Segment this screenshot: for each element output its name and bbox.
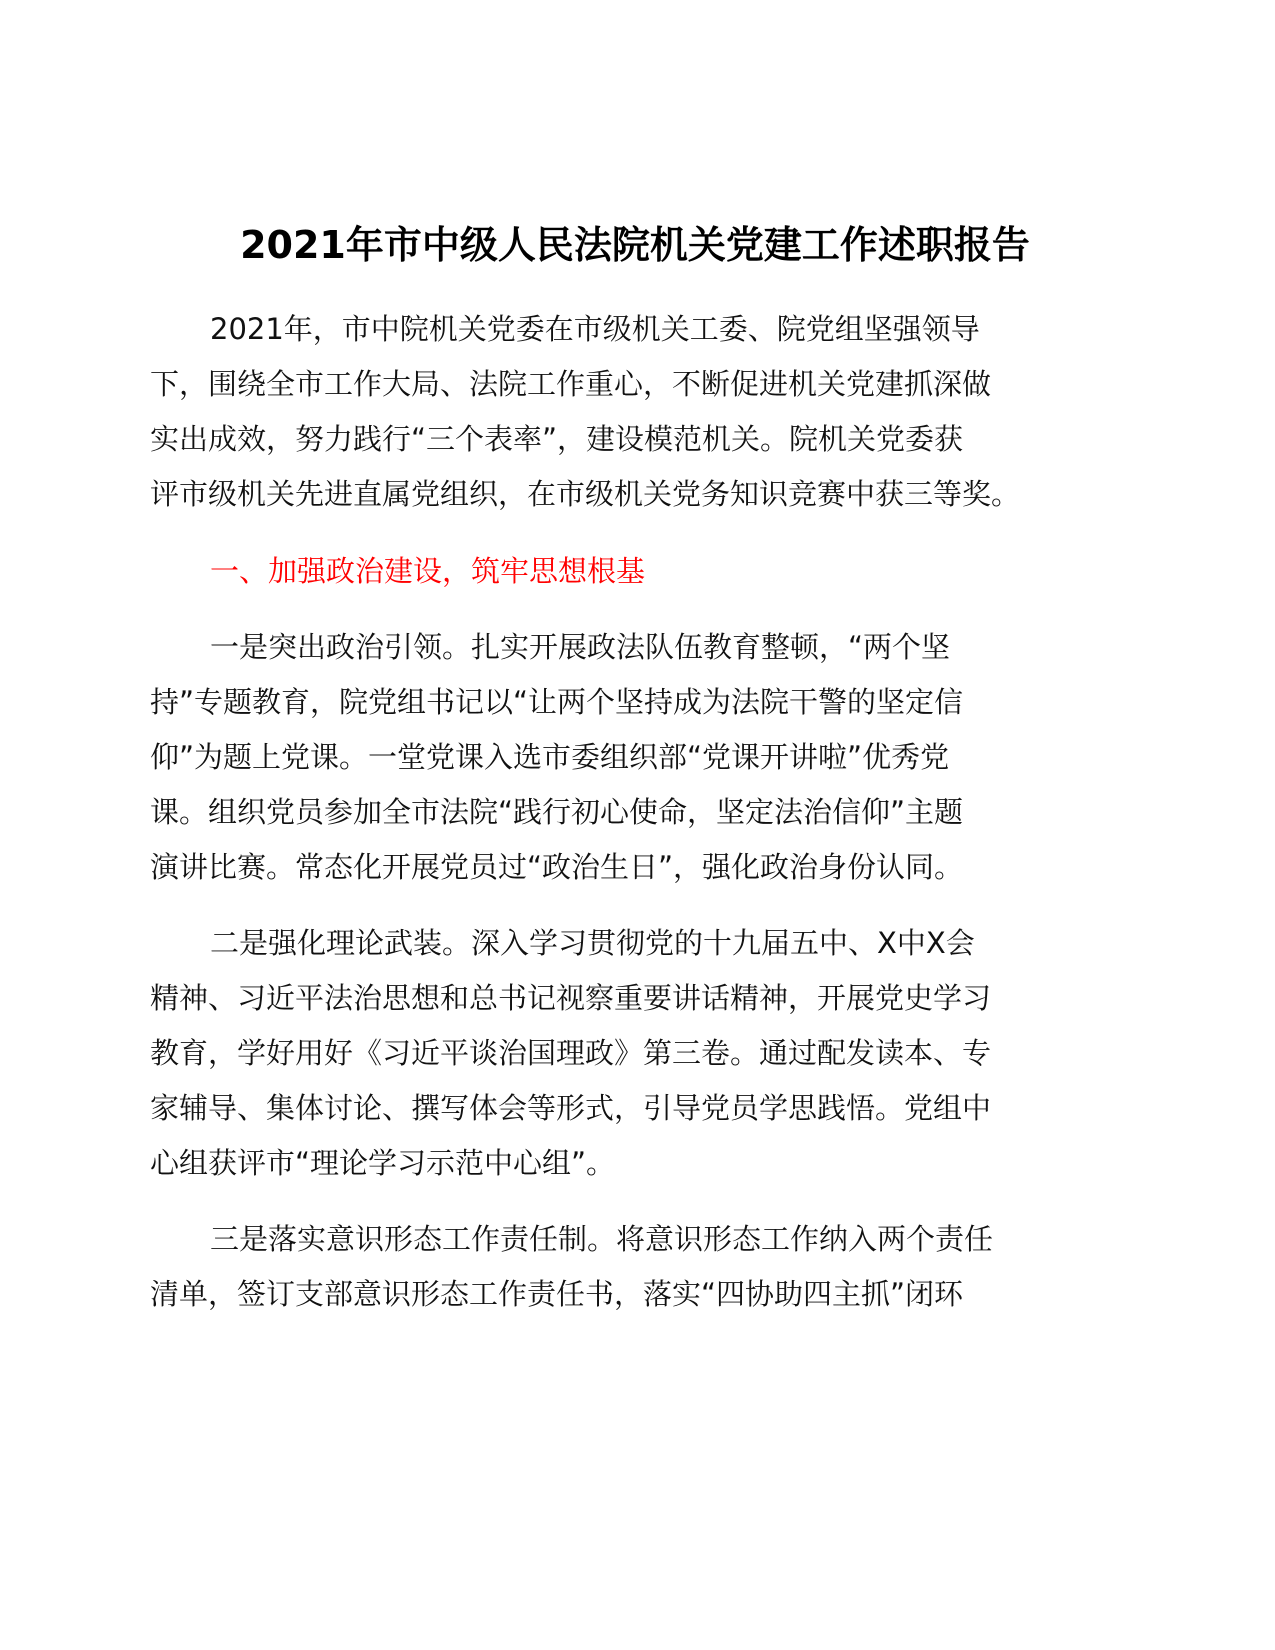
paragraph-line: 二是强化理论武装。深入学习贯彻党的十九届五中、X中X会 xyxy=(210,926,975,960)
intro-line: 2021年，市中院机关党委在市级机关工委、院党组坚强领导 xyxy=(210,312,980,346)
intro-paragraph xyxy=(150,302,1110,522)
paragraph-political-guidance xyxy=(150,620,1110,895)
paragraph-line: 清单，签订支部意识形态工作责任书，落实“四协助四主抓”闭环 xyxy=(150,1277,964,1311)
intro-line: 实出成效，努力践行“三个表率”，建设模范机关。院机关党委获 xyxy=(150,422,964,456)
intro-line: 评市级机关先进直属党组织，在市级机关党务知识竞赛中获三等奖。 xyxy=(150,477,1021,511)
paragraph-line: 教育，学好用好《习近平谈治国理政》第三卷。通过配发读本、专 xyxy=(150,1036,992,1070)
paragraph-theory-study xyxy=(150,916,1110,1191)
paragraph-line: 持”专题教育，院党组书记以“让两个坚持成为法院干警的坚定信 xyxy=(150,685,964,719)
section-heading-1: 一、加强政治建设，筑牢思想根基 xyxy=(210,554,646,588)
paragraph-line: 演讲比赛。常态化开展党员过“政治生日”，强化政治身份认同。 xyxy=(150,850,964,884)
intro-line: 下，围绕全市工作大局、法院工作重心，不断促进机关党建抓深做 xyxy=(150,367,992,401)
document-title: 2021年市中级人民法院机关党建工作述职报告 xyxy=(240,223,1030,267)
paragraph-line: 三是落实意识形态工作责任制。将意识形态工作纳入两个责任 xyxy=(210,1222,994,1256)
paragraph-line: 一是突出政治引领。扎实开展政法队伍教育整顿，“两个坚 xyxy=(210,630,951,664)
paragraph-line: 课。组织党员参加全市法院“践行初心使命，坚定法治信仰”主题 xyxy=(150,795,964,829)
paragraph-line: 家辅导、集体讨论、撰写体会等形式，引导党员学思践悟。党组中 xyxy=(150,1091,992,1125)
paragraph-line: 心组获评市“理论学习示范中心组”。 xyxy=(150,1146,616,1180)
paragraph-line: 精神、习近平法治思想和总书记视察重要讲话精神，开展党史学习 xyxy=(150,981,992,1015)
paragraph-ideology-responsibility xyxy=(150,1212,1110,1322)
paragraph-line: 仰”为题上党课。一堂党课入选市委组织部“党课开讲啦”优秀党 xyxy=(150,740,950,774)
